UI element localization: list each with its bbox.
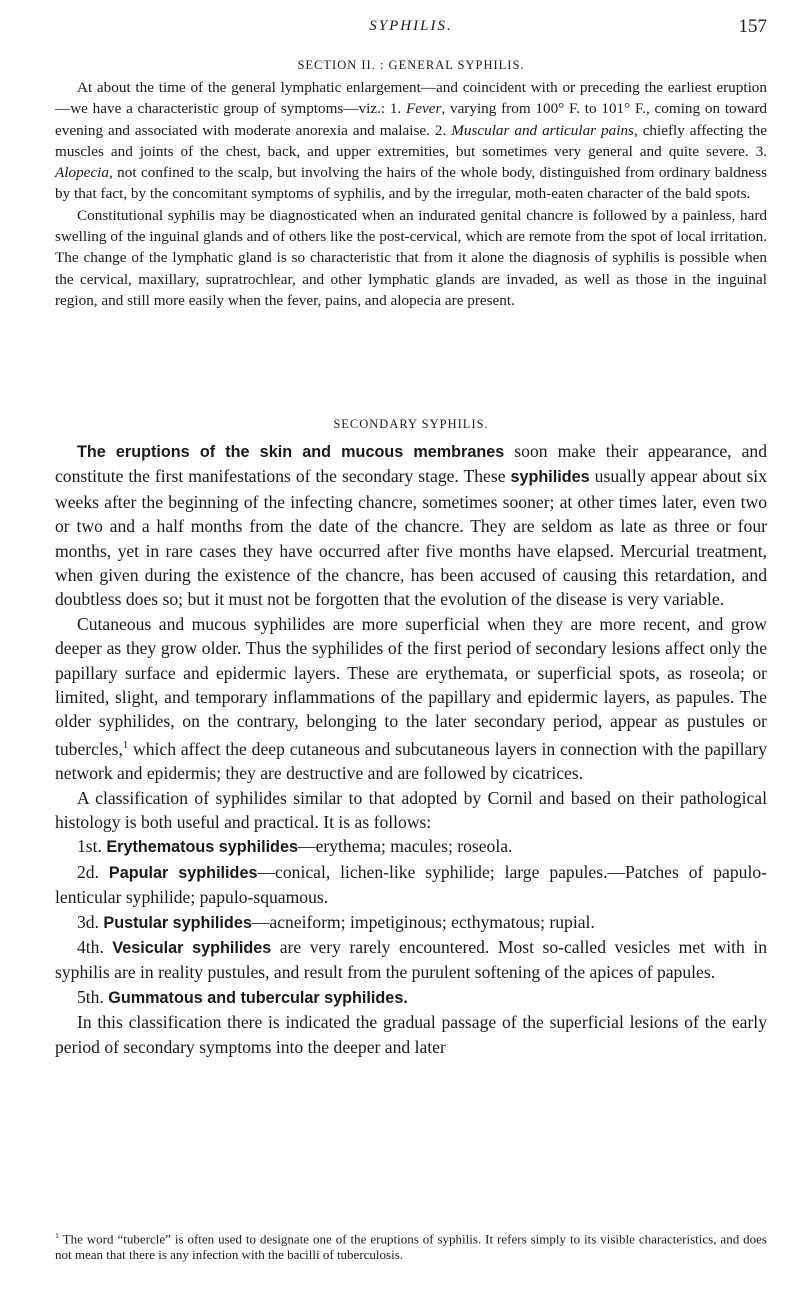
general-syphilis-text bbox=[55, 77, 767, 311]
paragraph: A classification of syphilides similar to that adopted by Cornil and based on their pathological histology is both useful and practical. It is as follows: bbox=[55, 787, 767, 832]
footnote-ref: 1 bbox=[122, 739, 129, 751]
footnote: $^1$ The word “tubercle” is often used to designate one of the eruptions of syphilis. It refers simply to its visible characteristics, and does not mean that there is any infection with the bacilli of tuberculosis. bbox=[55, 1231, 767, 1262]
paragraph: At about the time of the general lymphatic enlargement—and coincident with or preceding the earliest eruption—we have a characteristic group of symptoms—viz.: 1. Fever, varying from 100° F. to 101° F., coming on toward evening and associated with moderate anorexia and malaise. 2. Muscular and articular pains, chiefly affecting the muscles and joints of the chest, back, and upper extremities, but sometimes very general and quite severe. 3. Alopecia, not confined to the scalp, but involving the hairs of the whole body, distinguished from ordinary baldness by that fact, by the concomitant symptoms of syphilis, and by the irregular, moth-eaten character of the bald spots. bbox=[55, 79, 767, 203]
term-fever: Fever bbox=[406, 100, 442, 118]
running-head bbox=[55, 14, 767, 38]
page-number: 157 bbox=[738, 16, 767, 37]
secondary-syphilis-text bbox=[55, 439, 767, 1059]
running-title: SYPHILIS. bbox=[369, 18, 453, 34]
list-item: 5th. Gummatous and tubercular syphilides. bbox=[77, 986, 408, 1007]
paragraph: Constitutional syphilis may be diagnosticated when an indurated genital chancre is followed by a painless, hard swelling of the inguinal glands and of others like the post-cervical, which are remote from the spot of local irritation. The change of the lymphatic gland is so characteristic that from it alone the diagnosis of syphilis is possible when the cervical, maxillary, supratrochlear, and other lymphatic glands are invaded, as well as those in the inguinal region, and still more easily when the fever, pains, and alopecia are present. bbox=[55, 206, 767, 309]
term-muscular-pains: Muscular and articular pains bbox=[451, 121, 634, 139]
list-item: 3d. Pustular syphilides—acneiform; impetiginous; ecthymatous; rupial. bbox=[77, 911, 595, 932]
paragraph: Cutaneous and mucous syphilides are more superficial when they are more recent, and grow deeper as they grow older. Thus the syphilides of the first period of secondary lesions affect only the papillary surface and epidermic layers. These are erythemata, or superficial spots, as roseola; or limited, slight, and temporary inflammations of the papillary and epidermic layers, as papules. The older syphilides, on the contrary, belonging to the later secondary period, appear as pustules or tubercles,$^1$ which affect the deep cutaneous and subcutaneous layers in connection with the papillary network and epidermis; they are destructive and are followed by cicatrices. bbox=[55, 613, 767, 784]
list-item: 4th. Vesicular syphilides are very rarely encountered. Most so-called vesicles met with in syphilis are in reality pustules, and result from the purulent softening of the apices of papules. bbox=[55, 936, 767, 983]
list-item: 2d. Papular syphilides—conical, lichen-like syphilide; large papules.—Patches of papulo-lenticular syphilide; papulo-squamous. bbox=[55, 861, 768, 908]
section-heading-secondary-syphilis: SECONDARY SYPHILIS. bbox=[333, 417, 489, 431]
section-heading-general-syphilis: SECTION II. : GENERAL SYPHILIS. bbox=[297, 58, 525, 72]
footnote-mark: 1 bbox=[55, 1231, 59, 1240]
paragraph: The eruptions of the skin and mucous membranes soon make their appearance, and constitute the first manifestations of the secondary stage. These syphilides usually appear about six weeks after the beginning of the infecting chancre, sometimes sooner; at other times later, even two or two and a half months from the date of the chancre. They are seldom as late as three or four months, yet in rare cases they have occurred after five months have elapsed. Mercurial treatment, when given during the existence of the chancre, has been accused of causing this retardation, and doubtless does so; but it must not be forgotten that the evolution of the disease is very variable. bbox=[55, 441, 767, 610]
book-page bbox=[55, 0, 767, 1292]
classification-list bbox=[55, 834, 767, 1010]
lead-phrase: The eruptions of the skin and mucous membranes bbox=[77, 443, 505, 461]
term-alopecia: Alopecia bbox=[55, 164, 109, 182]
paragraph: In this classification there is indicated the gradual passage of the superficial lesions of the early period of secondary symptoms into the deeper and later bbox=[55, 1012, 767, 1057]
list-item: 1st. Erythematous syphilides—erythema; macules; roseola. bbox=[77, 836, 513, 857]
term-syphilides: syphilides bbox=[510, 468, 590, 487]
